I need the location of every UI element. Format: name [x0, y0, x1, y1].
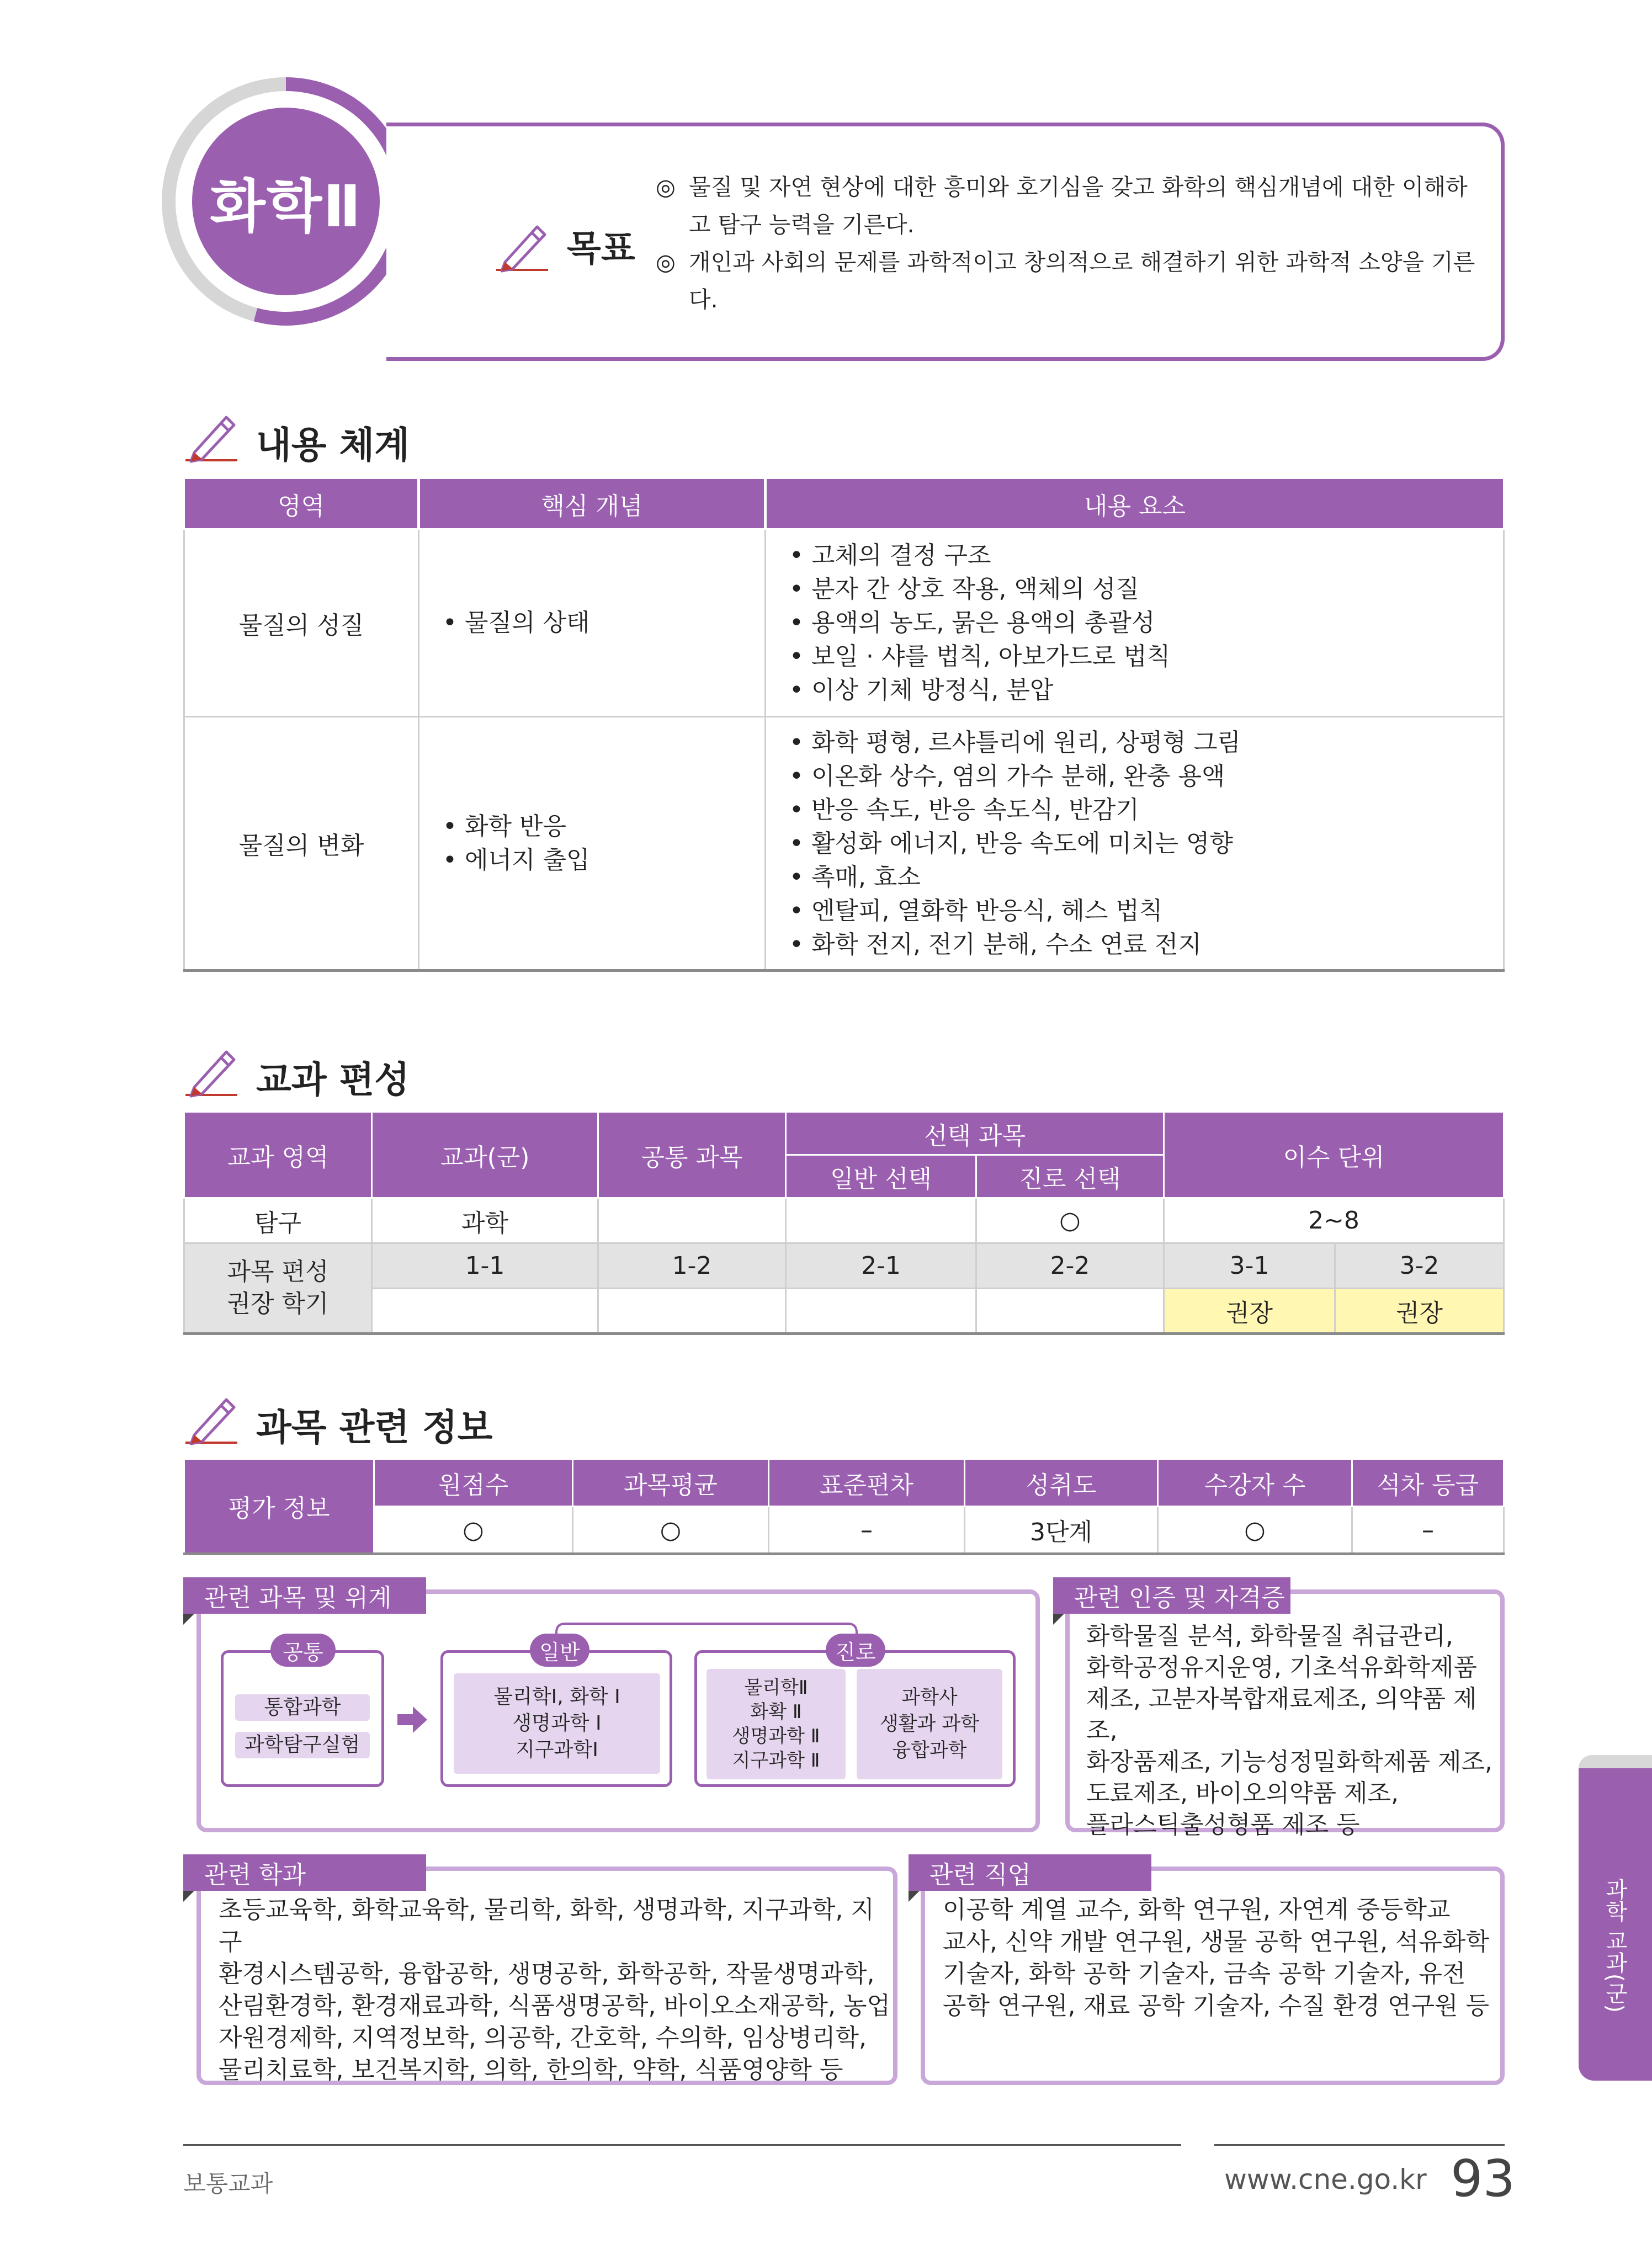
dept-line: 환경시스템공학, 융합공학, 생명공학, 화학공학, 작물생명과학,: [219, 1960, 875, 1988]
column-header: 표준편차: [769, 1459, 965, 1507]
career-subject: 생명과학 Ⅱ: [732, 1725, 820, 1747]
cert-line: 도료제조, 바이오의약품 제조,: [1086, 1779, 1399, 1807]
departments-text: [219, 1894, 892, 2086]
pencil-icon: [183, 1391, 243, 1446]
connector-bracket: [552, 1616, 861, 1646]
element-item: • 분자 간 상호 작용, 액체의 성질: [789, 572, 1503, 606]
column-header: 일반 선택: [786, 1155, 976, 1198]
career-subjects-right: [857, 1669, 1002, 1779]
column-header: 교과(군): [372, 1112, 598, 1198]
course-org-table: [183, 1111, 1505, 1335]
column-header: 교과 영역: [184, 1112, 372, 1198]
goal-label: [494, 218, 635, 273]
eval-cell: ○: [374, 1507, 573, 1554]
goal-item: [656, 168, 1478, 243]
table-row: [184, 1243, 1504, 1289]
semester-cell: 2-1: [786, 1243, 976, 1289]
career-subject: 물리학Ⅱ: [744, 1677, 808, 1699]
column-header: 공통 과목: [598, 1112, 786, 1198]
footer-divider: [1214, 2144, 1505, 2146]
cert-line: 화장품제조, 기능성정밀화학제품 제조,: [1086, 1748, 1493, 1776]
concept-item: • 물질의 상태: [443, 606, 764, 640]
table-row: [184, 1507, 1504, 1554]
semester-cell: 3-1: [1164, 1243, 1335, 1289]
column-header: 수강자 수: [1158, 1459, 1352, 1507]
element-item: • 이온화 상수, 염의 가수 분해, 완충 용액: [789, 759, 1503, 793]
goal-label-text: 목표: [567, 228, 635, 269]
column-header: 영역: [184, 478, 419, 529]
element-item: • 이상 기체 방정식, 분압: [789, 673, 1503, 707]
general-subject: 지구과학Ⅰ: [516, 1738, 598, 1761]
table-row: [184, 1289, 1504, 1334]
column-header: 선택 과목: [786, 1112, 1164, 1155]
career-subject: 생활과 과학: [879, 1713, 980, 1735]
semester-cell: 1-2: [598, 1243, 786, 1289]
eval-cell: –: [769, 1507, 965, 1554]
concept-cell: [419, 529, 766, 717]
tab-corner: [183, 1614, 194, 1625]
recommend-cell: 권장: [1335, 1289, 1504, 1334]
career-subject: 과학사: [901, 1687, 958, 1709]
goal-list: [656, 168, 1478, 318]
elements-cell: [766, 717, 1504, 971]
element-item: • 고체의 결정 구조: [789, 539, 1503, 572]
concept-item: • 에너지 출입: [443, 843, 764, 877]
goal-text: 물질 및 자연 현상에 대한 흥미와 호기심을 갖고 화학의 핵심개념에 대한 이해하고 탐구 능력을 기른다.: [689, 174, 1468, 238]
cert-line: 플라스틱출성형품 제조 등: [1086, 1811, 1360, 1839]
semester-label-cell: [184, 1243, 372, 1334]
dept-line: 초등교육학, 화학교육학, 물리학, 화학, 생명과학, 지구과학, 지구: [219, 1896, 874, 1956]
area-cell: 물질의 성질: [184, 529, 419, 717]
common-subject: 과학탐구실험: [235, 1732, 370, 1758]
semester-cell: 1-1: [372, 1243, 598, 1289]
element-item: • 활성화 에너지, 반응 속도에 미치는 영향: [789, 827, 1503, 860]
table-cell: 과학: [372, 1198, 598, 1243]
table-cell: [598, 1198, 786, 1243]
subject-title: 화학Ⅱ: [192, 108, 380, 295]
section-heading-course: [183, 1043, 410, 1101]
eval-cell: ○: [1158, 1507, 1352, 1554]
common-subject: 통합과학: [235, 1694, 370, 1721]
jobs-tab: 관련 직업: [909, 1854, 1151, 1891]
job-line: 공학 연구원, 재료 공학 기술자, 수질 환경 연구원 등: [943, 1992, 1489, 2020]
elements-cell: [766, 529, 1504, 717]
tab-corner: [1053, 1614, 1064, 1625]
table-cell: [786, 1198, 976, 1243]
column-header: 이수 단위: [1164, 1112, 1504, 1198]
general-subject: 생명과학 Ⅰ: [512, 1712, 602, 1735]
table-cell: ○: [976, 1198, 1164, 1243]
career-pill: 진로: [826, 1634, 885, 1667]
eval-info-table: [183, 1458, 1505, 1555]
jobs-text: [943, 1894, 1495, 2022]
table-cell: 탐구: [184, 1198, 372, 1243]
general-subjects: [454, 1673, 660, 1774]
section-heading-content: [183, 408, 410, 464]
eval-cell: ○: [573, 1507, 769, 1554]
pencil-icon: [183, 408, 243, 464]
table-header-row: [184, 1459, 1504, 1507]
element-item: • 촉매, 효소: [789, 860, 1503, 894]
table-row: [184, 529, 1504, 717]
row-header: 평가 정보: [184, 1459, 374, 1554]
eval-cell: –: [1352, 1507, 1504, 1554]
job-line: 기술자, 화학 공학 기술자, 금속 공학 기술자, 유전: [943, 1960, 1466, 1988]
footer-url[interactable]: www.cne.go.kr: [1224, 2163, 1427, 2195]
column-header: 내용 요소: [766, 478, 1504, 529]
column-header: 성취도: [965, 1459, 1158, 1507]
section-heading-info: [183, 1391, 493, 1449]
column-header: 과목평균: [573, 1459, 769, 1507]
career-subject: 융합과학: [892, 1740, 967, 1762]
table-row: [184, 1198, 1504, 1243]
footer-section-label: 보통교과: [183, 2170, 273, 2197]
general-pill: 일반: [530, 1634, 589, 1667]
element-item: • 용액의 농도, 묽은 용액의 총괄성: [789, 606, 1503, 640]
dept-line: 자원경제학, 지역정보학, 의공학, 간호학, 수의학, 임상병리학,: [219, 2024, 867, 2052]
section-title: 내용 체계: [256, 424, 410, 466]
recommend-cell: [372, 1289, 598, 1334]
dept-line: 산림환경학, 환경재료과학, 식품생명공학, 바이오소재공학, 농업: [219, 1992, 890, 2020]
table-header-row: [184, 1112, 1504, 1155]
career-subject: 화확 Ⅱ: [750, 1701, 802, 1723]
element-item: • 반응 속도, 반응 속도식, 반감기: [789, 793, 1503, 827]
table-row: [184, 717, 1504, 971]
section-title: 과목 관련 정보: [256, 1406, 493, 1449]
career-subject: 지구과학 Ⅱ: [732, 1749, 820, 1772]
column-header: 진로 선택: [976, 1155, 1164, 1198]
table-header-row: [184, 478, 1504, 529]
pencil-icon: [183, 1043, 243, 1098]
cert-line: 화학공정유지운영, 기초석유화학제품: [1086, 1653, 1478, 1682]
semester-cell: 3-2: [1335, 1243, 1504, 1289]
certifications-tab: 관련 인증 및 자격증: [1053, 1577, 1290, 1614]
goal-item: [656, 243, 1478, 318]
semester-label: 권장 학기: [227, 1290, 329, 1318]
departments-tab: 관련 학과: [183, 1854, 426, 1891]
column-header: 석차 등급: [1352, 1459, 1504, 1507]
cert-line: 제조, 고분자복합재료제조, 의약품 제조,: [1086, 1685, 1477, 1745]
job-line: 교사, 신약 개발 연구원, 생물 공학 연구원, 석유화학: [943, 1928, 1489, 1956]
footer-divider: [183, 2144, 1181, 2146]
column-header: 원점수: [374, 1459, 573, 1507]
side-tab-top: [1579, 1755, 1652, 1768]
semester-label: 과목 편성: [227, 1258, 329, 1286]
concept-item: • 화학 반응: [443, 810, 764, 843]
eval-cell: 3단계: [965, 1507, 1158, 1554]
element-item: • 화학 평형, 르샤틀리에 원리, 상평형 그림: [789, 726, 1503, 759]
common-pill: 공통: [270, 1634, 336, 1667]
double-circle-icon: ◎: [656, 249, 676, 275]
content-system-table: [183, 477, 1505, 972]
concept-cell: [419, 717, 766, 971]
arrow-right-icon: [396, 1705, 428, 1734]
side-tab-label: 과학 교과(군): [1602, 1878, 1628, 2013]
element-item: • 보일 · 샤를 법칙, 아보가드로 법칙: [789, 640, 1503, 673]
goal-text: 개인과 사회의 문제를 과학적이고 창의적으로 해결하기 위한 과학적 소양을 기른다.: [689, 249, 1475, 313]
related-subjects-tab: 관련 과목 및 위계: [183, 1577, 426, 1614]
recommend-cell: [598, 1289, 786, 1334]
semester-cell: 2-2: [976, 1243, 1164, 1289]
element-item: • 엔탈피, 열화학 반응식, 헤스 법칙: [789, 894, 1503, 928]
element-item: • 화학 전지, 전기 분해, 수소 연료 전지: [789, 928, 1503, 961]
tab-corner: [183, 1891, 194, 1902]
job-line: 이공학 계열 교수, 화학 연구원, 자연계 중등학교: [943, 1896, 1451, 1924]
career-subjects-left: [707, 1669, 846, 1779]
double-circle-icon: ◎: [656, 174, 676, 200]
pencil-icon: [494, 218, 554, 273]
tab-corner: [909, 1891, 920, 1902]
recommend-cell: [976, 1289, 1164, 1334]
cert-line: 화학물질 분석, 화학물질 취급관리,: [1086, 1622, 1453, 1650]
recommend-cell: 권장: [1164, 1289, 1335, 1334]
certifications-text: [1086, 1620, 1495, 1841]
table-cell: 2~8: [1164, 1198, 1504, 1243]
recommend-cell: [786, 1289, 976, 1334]
area-cell: 물질의 변화: [184, 717, 419, 971]
section-title: 교과 편성: [256, 1059, 410, 1101]
column-header: 핵심 개념: [419, 478, 766, 529]
dept-line: 물리치료학, 보건복지학, 의학, 한의학, 약학, 식품영양학 등: [219, 2056, 843, 2084]
page-number: 93: [1451, 2149, 1516, 2208]
general-subject: 물리학Ⅰ, 화학 Ⅰ: [493, 1685, 620, 1708]
